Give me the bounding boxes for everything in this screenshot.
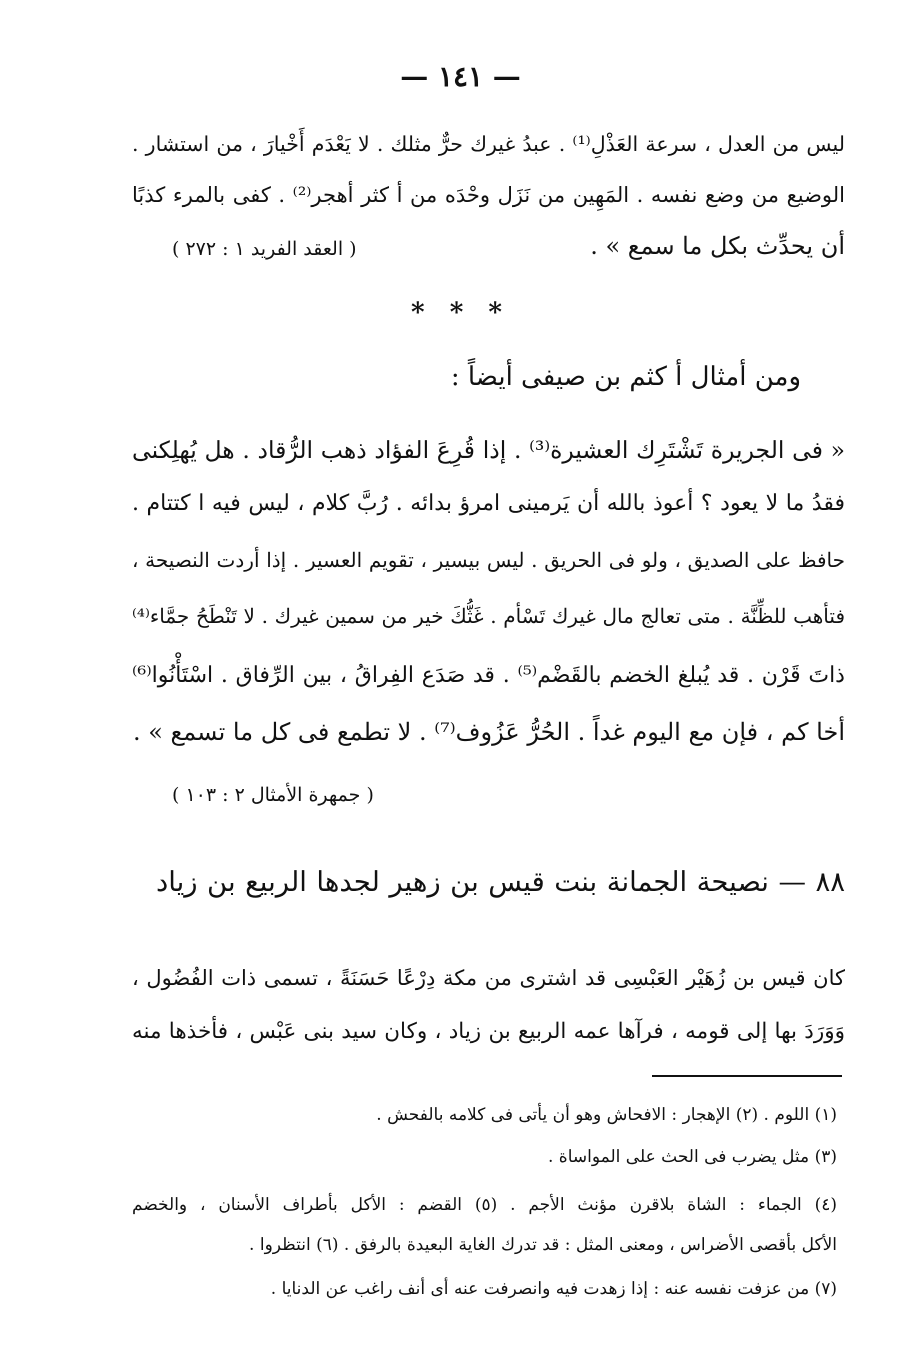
- section-separator: * * *: [411, 298, 510, 328]
- text-line: أن يحدِّث بكل ما سمع » .: [590, 232, 845, 260]
- footnote: (٣) مثل يضرب فى الحث على المواساة .: [548, 1147, 837, 1167]
- citation: ( جمهرة الأمثال ٢ : ١٠٣ ): [172, 784, 374, 806]
- text-line: حافظ على الصديق ، ولو فى الحريق . ليس بيسير ، تقويم العسير . إذا أردت النصيحة ،: [132, 548, 846, 572]
- section-intro: ومن أمثال أ كثم بن صيفى أيضاً :: [450, 362, 801, 392]
- text-line: أخا كم ، فإن مع اليوم غداً . الحُرُّ عَزُوف⁽⁷⁾ . لا تطمع فى كل ما تسمع » .: [132, 718, 845, 746]
- footnote: (٧) من عزفت نفسه عنه : إذا زهدت فيه وانصرفت عنه أى أنف راغب عن الدنايا .: [270, 1279, 837, 1299]
- page-number: — ١٤١ —: [400, 60, 521, 93]
- text-line: وَوَرَدَ بها إلى قومه ، فرآها عمه الربيع بن زياد ، وكان سيد بنى عَبْس ، فأخذها منه: [132, 1019, 845, 1044]
- text-line: فقدُ ما لا يعود ؟ أعوذ بالله أن يَرمينى امرؤ بدائه . رُبَّ كلام ، ليس فيه ا كتتام .: [132, 491, 845, 516]
- text-line: الوضيع من وضع نفسه . المَهِين من نَزَل وحْدَه من أ كثر أهجر⁽²⁾ . كفى بالمرء كذبًا: [132, 183, 845, 207]
- text-line: ذاتَ قَرْن . قد يُبلغ الخضم بالقَضْم⁽⁵⁾ . قد صَدَع الفِراقُ ، بين الرِّفاق . اسْتَأْنُوا⁽⁶⁾: [132, 663, 845, 688]
- footnote: (٤) الجماء : الشاة بلاقرن مؤنث الأجم . (٥) القضم : الأكل بأطراف الأسنان ، والخضم: [132, 1195, 837, 1215]
- text-line: فتأهب للظِّنَّة . متى تعالج مال غيرك تَسْأم . غَثُّكَ خير من سمين غيرك . لا تَنْطَحُ جمَّاء⁽⁴⁾: [132, 604, 845, 628]
- citation: ( العقد الفريد ١ : ٢٧٢ ): [172, 238, 357, 260]
- text-line: كان قيس بن زُهَيْر العَبْسِى قد اشترى من مكة دِرْعًا حَسَنَةً ، تسمى ذات الفُضُول ،: [132, 966, 845, 990]
- text-line: « فى الجريرة تَشْتَرِك العشيرة⁽³⁾ . إذا قُرِعَ الفؤاد ذهب الرُّقاد . هل يُهلِكنى: [132, 436, 846, 464]
- text-line: ليس من العدل ، سرعة العَذْلِ⁽¹⁾ . عبدُ غيرك حرٌّ مثلك . لا يَعْدَم أَخْيارَ ، من استشار .: [132, 132, 845, 156]
- footnote: الأكل بأقصى الأضراس ، ومعنى المثل : قد تدرك الغاية البعيدة بالرفق . (٦) انتظروا .: [249, 1235, 837, 1255]
- footnote: (١) اللوم . (٢) الإهجار : الافحاش وهو أن يأتى فى كلامه بالفحش .: [376, 1105, 837, 1125]
- footnote-divider: [652, 1075, 842, 1077]
- section-heading: ٨٨ — نصيحة الجمانة بنت قيس بن زهير لجدها الربيع بن زياد: [156, 866, 845, 898]
